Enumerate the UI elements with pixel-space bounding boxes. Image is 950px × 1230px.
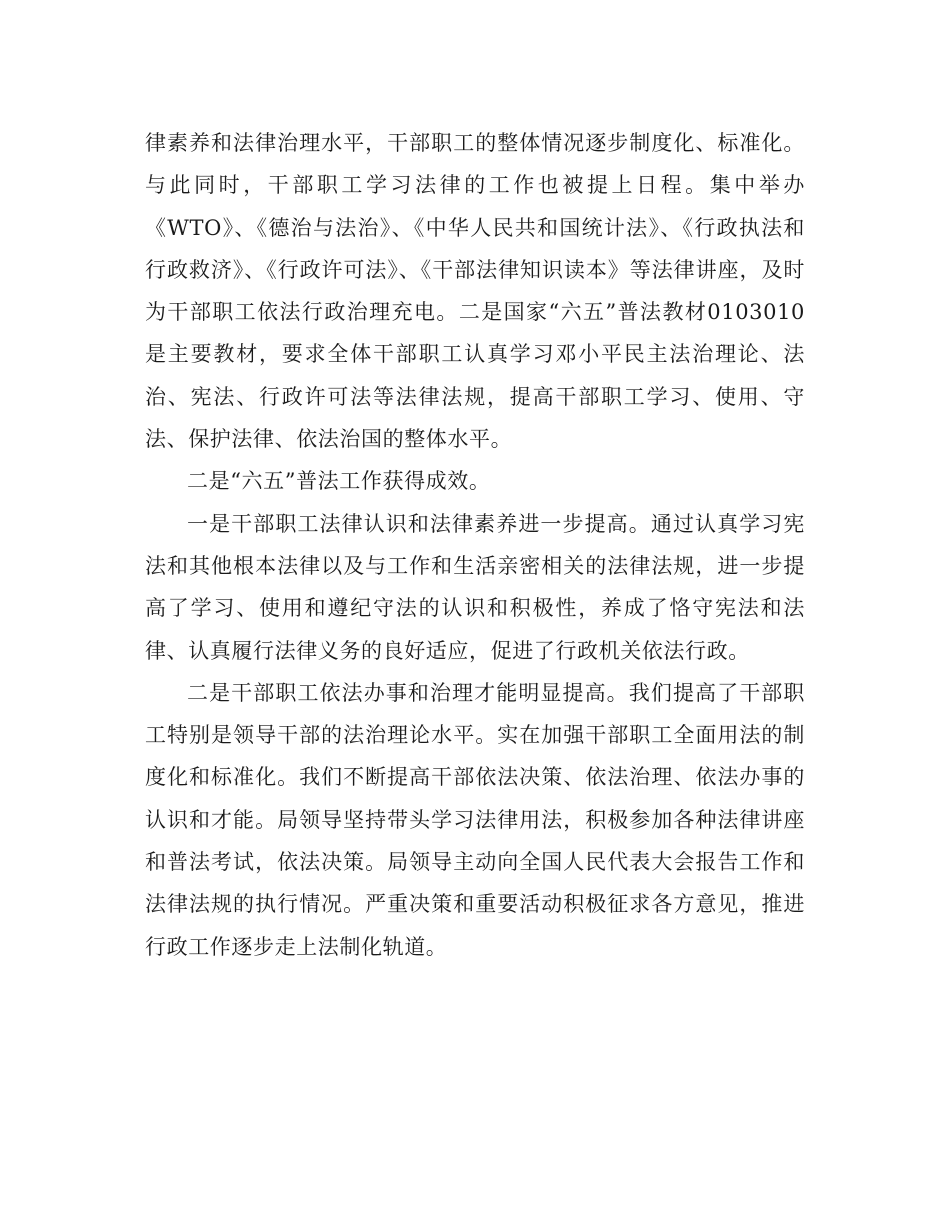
paragraph-legal-awareness: 一是干部职工法律认识和法律素养进一步提高。通过认真学习宪法和其他根本法律以及与工作和生活亲密相关的法律法规，进一步提高了学习、使用和遵纪守法的认识和积极性，养成了恪守宪法和法律、认真履行法律义务的良好适应，促进了行政机关依法行政。: [145, 511, 805, 663]
document-body: [145, 122, 805, 968]
paragraph-governance-ability: 二是干部职工依法办事和治理才能明显提高。我们提高了干部职工特别是领导干部的法治理论水平。实在加强干部职工全面用法的制度化和标准化。我们不断提高干部依法决策、依法治理、依法办事的认识和才能。局领导坚持带头学习法律用法，积极参加各种法律讲座和普法考试，依法决策。局领导主动向全国人民代表大会报告工作和法律法规的执行情况。严重决策和重要活动积极征求各方意见，推进行政工作逐步走上法制化轨道。: [145, 680, 805, 959]
paragraph-continuation: 律素养和法律治理水平，干部职工的整体情况逐步制度化、标准化。与此同时，干部职工学习法律的工作也被提上日程。集中举办《WTO》、《德治与法治》、《中华人民共和国统计法》、《行政执法和行政救济》、《行政许可法》、《干部法律知识读本》等法律讲座，及时为干部职工依法行政治理充电。二是国家“六五”普法教材0103010是主要教材，要求全体干部职工认真学习邓小平民主法治理论、法治、宪法、行政许可法等法律法规，提高干部职工学习、使用、守法、保护法律、依法治国的整体水平。: [145, 131, 805, 452]
paragraph-heading-results: 二是“六五”普法工作获得成效。: [187, 469, 491, 494]
